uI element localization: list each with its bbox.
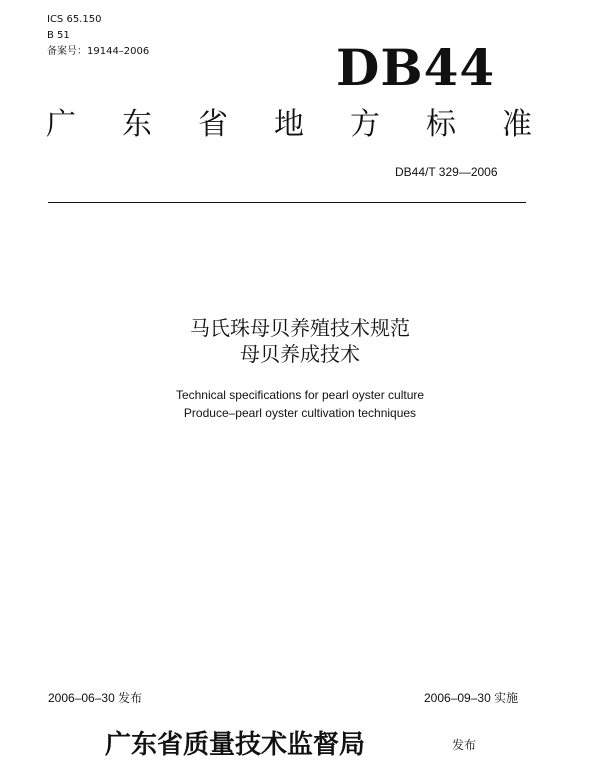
issue-date: 2006–06–30 发布 — [48, 691, 143, 705]
classification-code: B 51 — [47, 30, 70, 41]
standard-type-char: 地 — [274, 107, 304, 142]
standard-type-heading — [46, 106, 532, 144]
title-chinese-line-1: 马氏珠母贝养殖技术规范 — [190, 316, 410, 340]
issuing-authority: 广东省质量技术监督局 — [105, 730, 366, 760]
title-english-line-2: Produce–pearl oyster cultivation techniques — [183, 406, 417, 420]
title-chinese-line-2: 母贝养成技术 — [240, 342, 360, 366]
standard-type-char: 省 — [198, 107, 228, 142]
standard-type-char: 准 — [502, 107, 532, 142]
standard-type-char: 广 — [46, 107, 76, 142]
standard-number: DB44/T 329—2006 — [395, 165, 498, 179]
ics-code: ICS 65.150 — [47, 14, 102, 25]
issuing-authority-suffix: 发布 — [452, 738, 477, 752]
standard-type-char: 东 — [122, 107, 152, 142]
implementation-date: 2006–09–30 实施 — [424, 691, 519, 705]
standard-type-char: 方 — [350, 107, 380, 142]
title-english-line-1: Technical specifications for pearl oyster culture — [175, 388, 425, 402]
header-divider — [48, 202, 526, 203]
standard-type-char: 标 — [426, 107, 456, 142]
standard-code-heading: DB44 — [336, 38, 496, 97]
record-number: 备案号：19144–2006 — [47, 46, 150, 57]
